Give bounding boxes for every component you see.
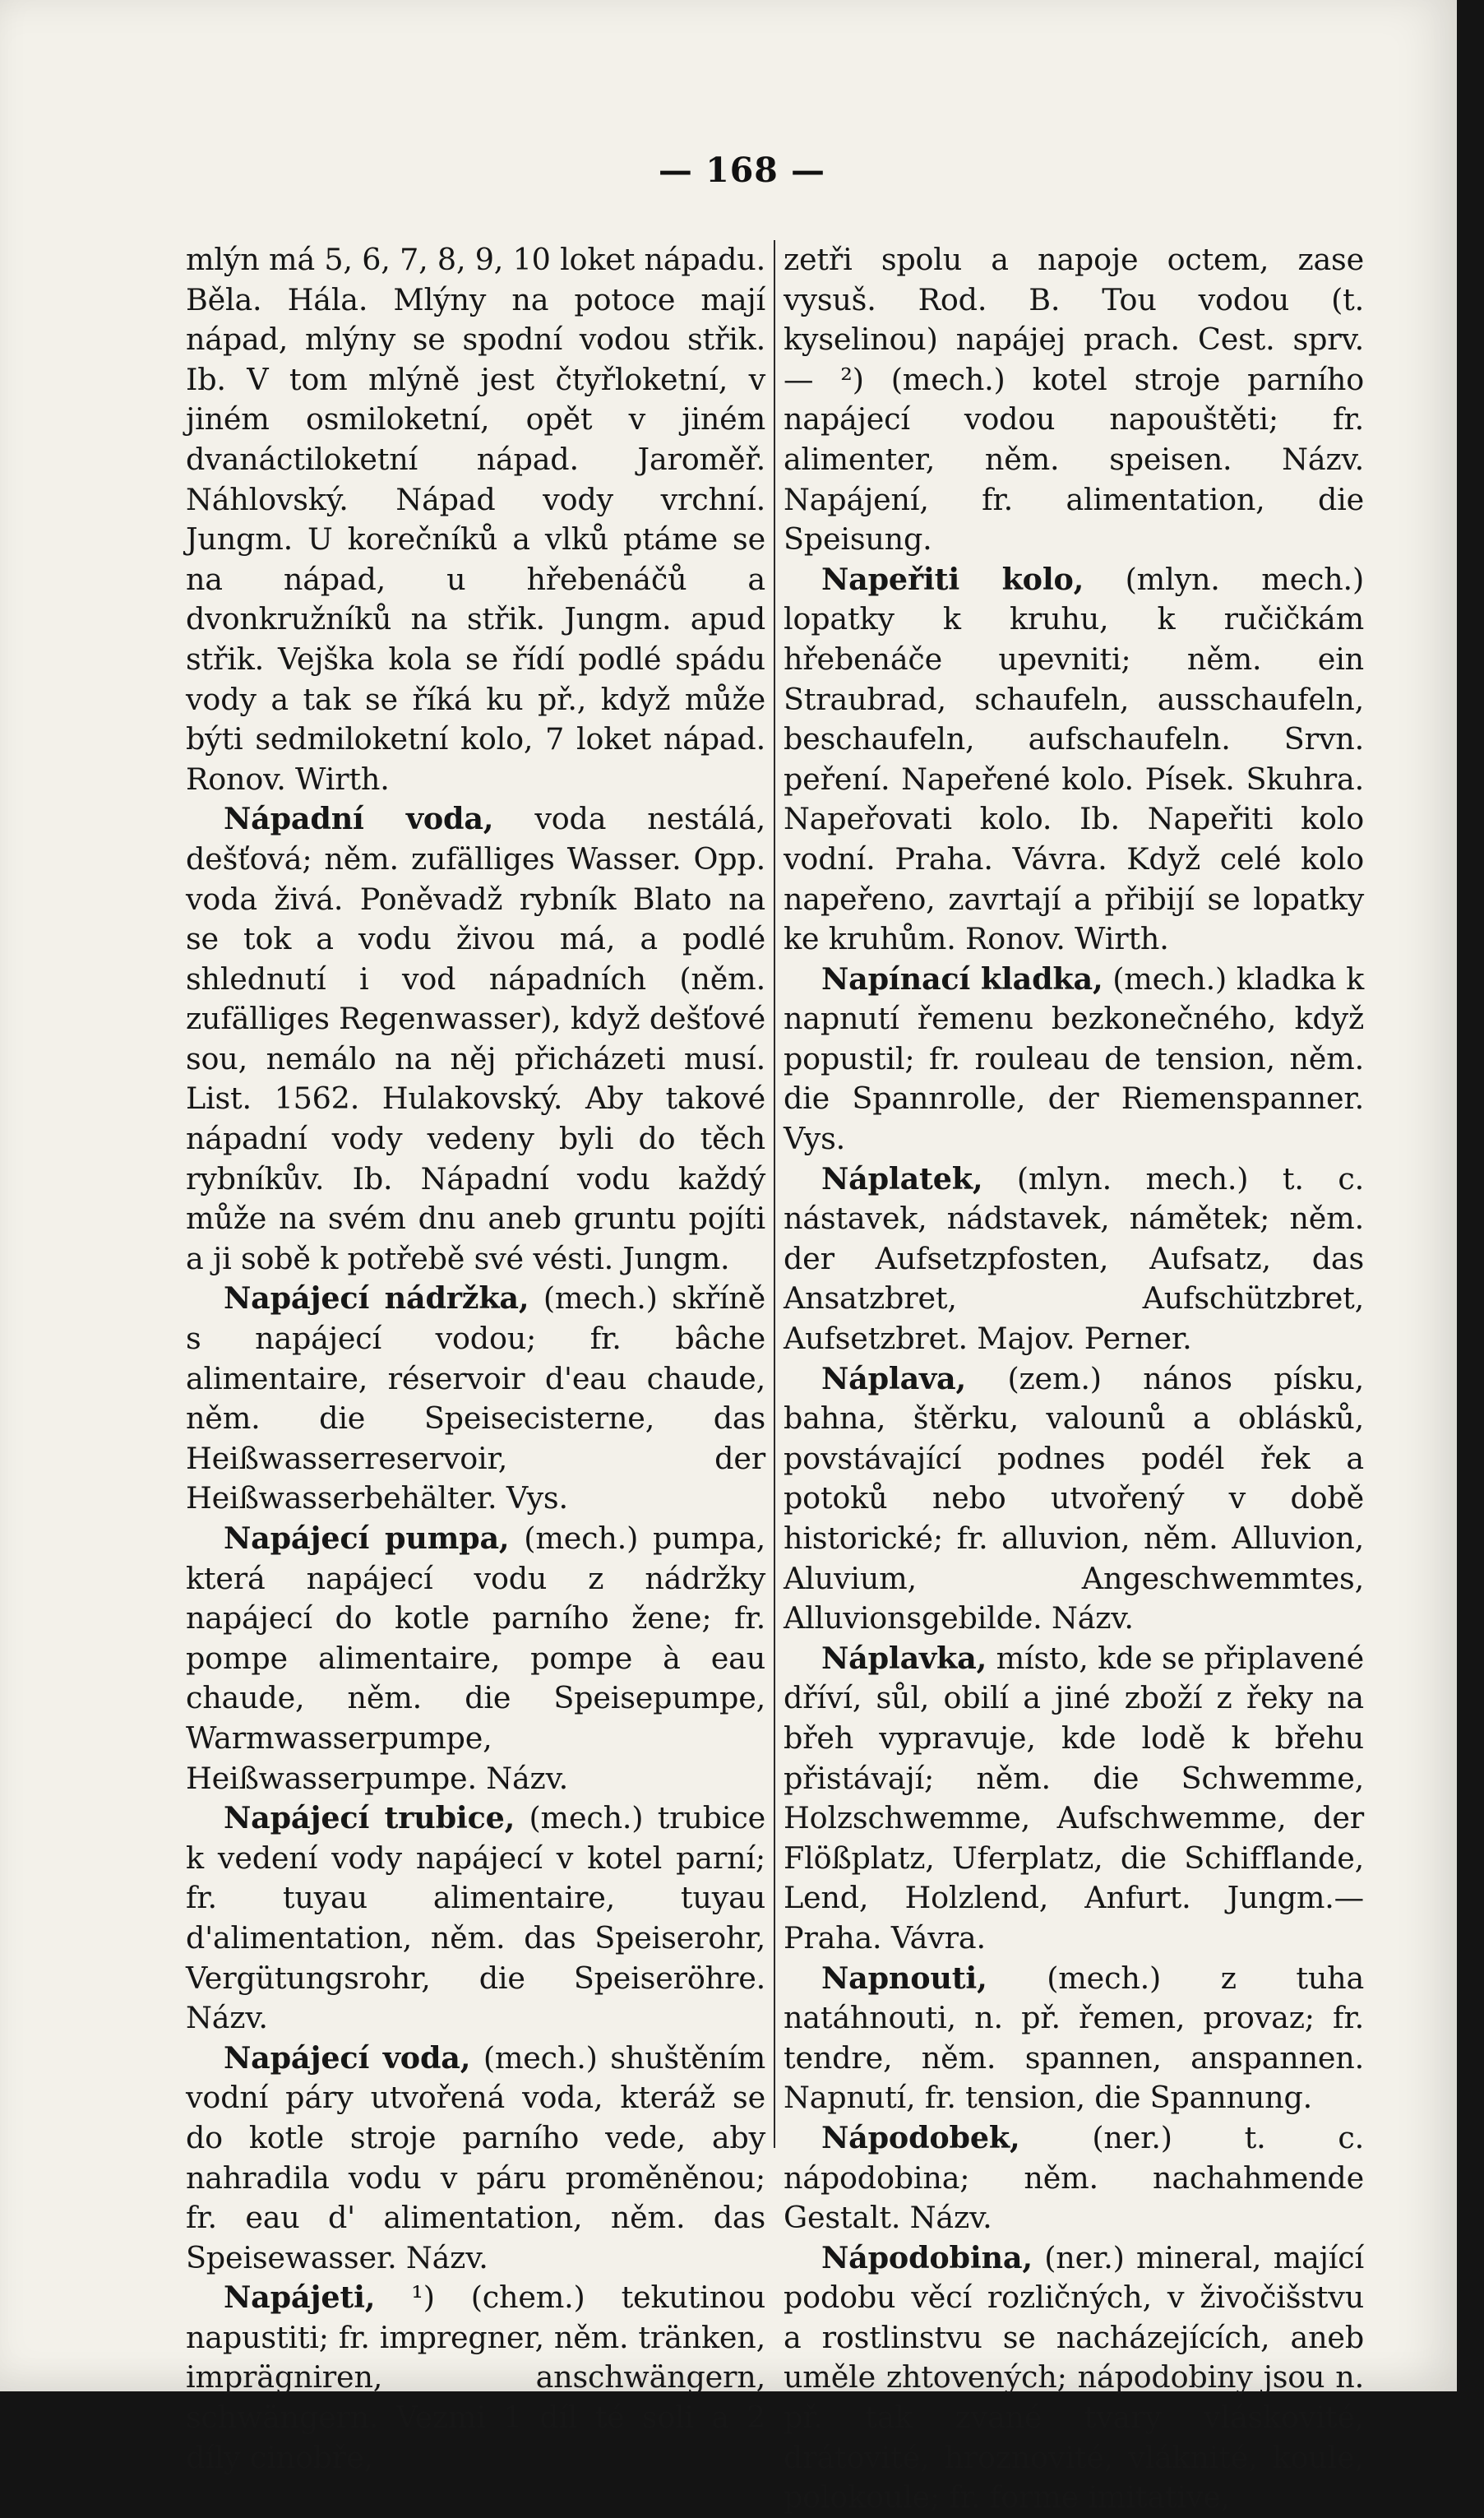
entry-headword: Napnouti, bbox=[821, 1960, 987, 1996]
entry-headword: Náplavka, bbox=[821, 1640, 987, 1676]
entry-headword: Napájecí pumpa, bbox=[224, 1521, 510, 1556]
dictionary-entry bbox=[784, 2118, 1364, 2238]
entry-continuation bbox=[784, 240, 1364, 560]
dictionary-entry bbox=[784, 960, 1364, 1159]
column-divider bbox=[774, 240, 775, 2148]
dictionary-entry bbox=[186, 799, 765, 1279]
right-column bbox=[784, 240, 1364, 2518]
dictionary-entry bbox=[784, 1359, 1364, 1639]
entry-text: mlýn má 5, 6, 7, 8, 9, 10 loket nápadu. Běla. Hála. Mlýny na potoce mají nápad, mlýny se spodní vodou střik. Ib. V tom mlýně jest čtyřloketní, v jiném osmiloketní, opět v jiném dvanáctiloketní nápad. Jaroměř. Náhlovský. Nápad vody vrchní. Jungm. U korečníků a vlků ptáme se na nápad, u hřebenáčů a dvonkružníků na střik. Jungm. apud střik. Vejška kola se řídí podlé spádu vody a tak se říká ku př., když může býti sedmiloketní kolo, 7 loket nápad. Ronov. Wirth. bbox=[186, 242, 765, 797]
entry-text: voda nestálá, dešťová; něm. zufälliges Wasser. Opp. voda živá. Poněvadž rybník Blato na se tok a vodu živou má, a podlé shlednutí i vod nápadních (něm. zufälliges Regenwasser), když dešťové sou, nemálo na něj přicházeti musí. List. 1562. Hulakovský. Aby takové nápadní vody vedeny byli do těch rybníkův. Ib. Nápadní vodu každý může na svém dnu aneb gruntu pojíti a ji sobě k potřebě své vésti. Jungm. bbox=[186, 801, 766, 1276]
dictionary-entry bbox=[186, 2278, 765, 2478]
entry-text: (ner.) mineral, mající podobu věcí rozličných, v živočišstvu a rostlinstvu se nacházejících, aneb uměle zhtovených; nápodobiny jsou n. př. tak zvané tvary vláskovité, drátovité, hroznovité, vláknité, koule, polokoule; fr. forme imitative, bbox=[784, 2239, 1364, 2516]
entry-text: (mech.) shuštěním vodní páry utvořená voda, kteráž se do kotle stroje parního vede, aby nahradila vodu v páru proměněnou; fr. eau d' alimentation, něm. das Speisewasser. Názv. bbox=[186, 2039, 765, 2275]
entry-text: místo, kde se připlavené dříví, sůl, obilí a jiné zboží z řeky na břeh vypravuje, kde lodě k břehu přistávají; něm. die Schwemme, Holzschwemme, Aufschwemme, der Flößplatz, Uferplatz, die Schifflande, Lend, Holzlend, Anfurt. Jungm.—Praha. Vávra. bbox=[784, 1640, 1364, 1956]
dictionary-entry bbox=[784, 1159, 1364, 1359]
entry-text: (ner.) t. c. nápodobina; něm. nachahmende Gestalt. Názv. bbox=[784, 2119, 1365, 2236]
dictionary-entry bbox=[784, 2238, 1364, 2518]
entry-headword: Napájecí trubice, bbox=[224, 1800, 515, 1836]
entry-text: (mech.) skříně s napájecí vodou; fr. bâche alimentaire, réservoir d'eau chaude, něm. die Speisecisterne, das Heißwasserreservoir, der Heißwasserbehälter. Vys. bbox=[186, 1280, 765, 1516]
entry-headword: Náplatek, bbox=[821, 1160, 983, 1197]
entry-headword: Napájecí voda, bbox=[224, 2039, 471, 2076]
dictionary-entry bbox=[186, 1519, 765, 1798]
entry-text: (zem.) nános písku, bahna, štěrku, valounů a oblásků, povstávající podnes podél řek a potoků nebo utvořený v době historické; fr. alluvion, něm. Alluvion, Aluvium, Angeschwemmtes, Alluvionsgebilde. Názv. bbox=[784, 1360, 1364, 1636]
left-column bbox=[186, 240, 765, 2478]
dictionary-entry bbox=[186, 1798, 765, 2039]
entry-text: ¹) (chem.) tekutinou napustiti; fr. impregner, něm. tränken, imprägniren, anschwängern, schwängern. Vezmi 1 díl té soli a 2 díly cinobře, bbox=[186, 2280, 766, 2475]
entry-headword: Nápodobek, bbox=[821, 2119, 1020, 2155]
dictionary-entry bbox=[186, 2039, 765, 2279]
entry-text: (mlyn. mech.) t. c. nástavek, nádstavek, námětek; něm. der Aufsetzpfosten, Aufsatz, das Ansatzbret, Aufschützbret, Aufsetzbret. Majov. Perner. bbox=[784, 1160, 1364, 1357]
entry-text: (mech.) z tuha natáhnouti, n. př. řemen, provaz; fr. tendre, něm. spannen, anspannen. Napnutí, fr. tension, die Spannung. bbox=[784, 1960, 1365, 2116]
entry-continuation bbox=[186, 240, 765, 799]
entry-text: (mlyn. mech.) lopatky k kruhu, k ručičkám hřebenáče upevniti; něm. ein Straubrad, schaufeln, ausschaufeln, beschaufeln, aufschaufeln. Srvn. peření. Napeřené kolo. Písek. Skuhra. Napeřovati kolo. Ib. Napeřiti kolo vodní. Praha. Vávra. Když celé kolo napeřeno, zavrtají a přibijí se lopatky ke kruhům. Ronov. Wirth. bbox=[784, 561, 1364, 957]
dictionary-entry bbox=[784, 1959, 1364, 2118]
entry-headword: Napeřiti kolo, bbox=[821, 561, 1084, 597]
entry-headword: Napájecí nádržka, bbox=[224, 1280, 529, 1317]
page-number: — 168 — bbox=[658, 150, 826, 190]
entry-headword: Napínací kladka, bbox=[821, 960, 1103, 997]
dictionary-entry bbox=[784, 1639, 1364, 1959]
entry-headword: Náplava, bbox=[821, 1360, 967, 1396]
entry-text: (mech.) pumpa, která napájecí vodu z nádržky napájecí do kotle parního žene; fr. pompe alimentaire, pompe à eau chaude, něm. die Speisepumpe, Warmwasserpumpe, Heißwasserpumpe. Názv. bbox=[186, 1521, 765, 1796]
entry-text: zetři spolu a napoje octem, zase vysuš. Rod. B. Tou vodou (t. kyselinou) napájej prach. Cest. sprv. — ²) (mech.) kotel stroje parního napájecí vodou napouštěti; fr. alimenter, něm. speisen. Názv. Napájení, fr. alimentation, die Speisung. bbox=[784, 242, 1364, 558]
entry-text: (mech.) trubice k vedení vody napájecí v kotel parní; fr. tuyau alimentaire, tuyau d'alimentation, něm. das Speiserohr, Vergütungsrohr, die Speiseröhre. Názv. bbox=[186, 1800, 765, 2036]
entry-text: (mech.) kladka k napnutí řemenu bezkonečného, když popustil; fr. rouleau de tension, něm. die Spannrolle, der Riemenspanner. Vys. bbox=[784, 960, 1364, 1157]
dictionary-entry bbox=[784, 560, 1364, 960]
dictionary-entry bbox=[186, 1279, 765, 1519]
entry-headword: Napájeti, bbox=[224, 2280, 376, 2316]
entry-headword: Nápadní voda, bbox=[224, 801, 494, 837]
entry-headword: Nápodobina, bbox=[821, 2239, 1033, 2275]
